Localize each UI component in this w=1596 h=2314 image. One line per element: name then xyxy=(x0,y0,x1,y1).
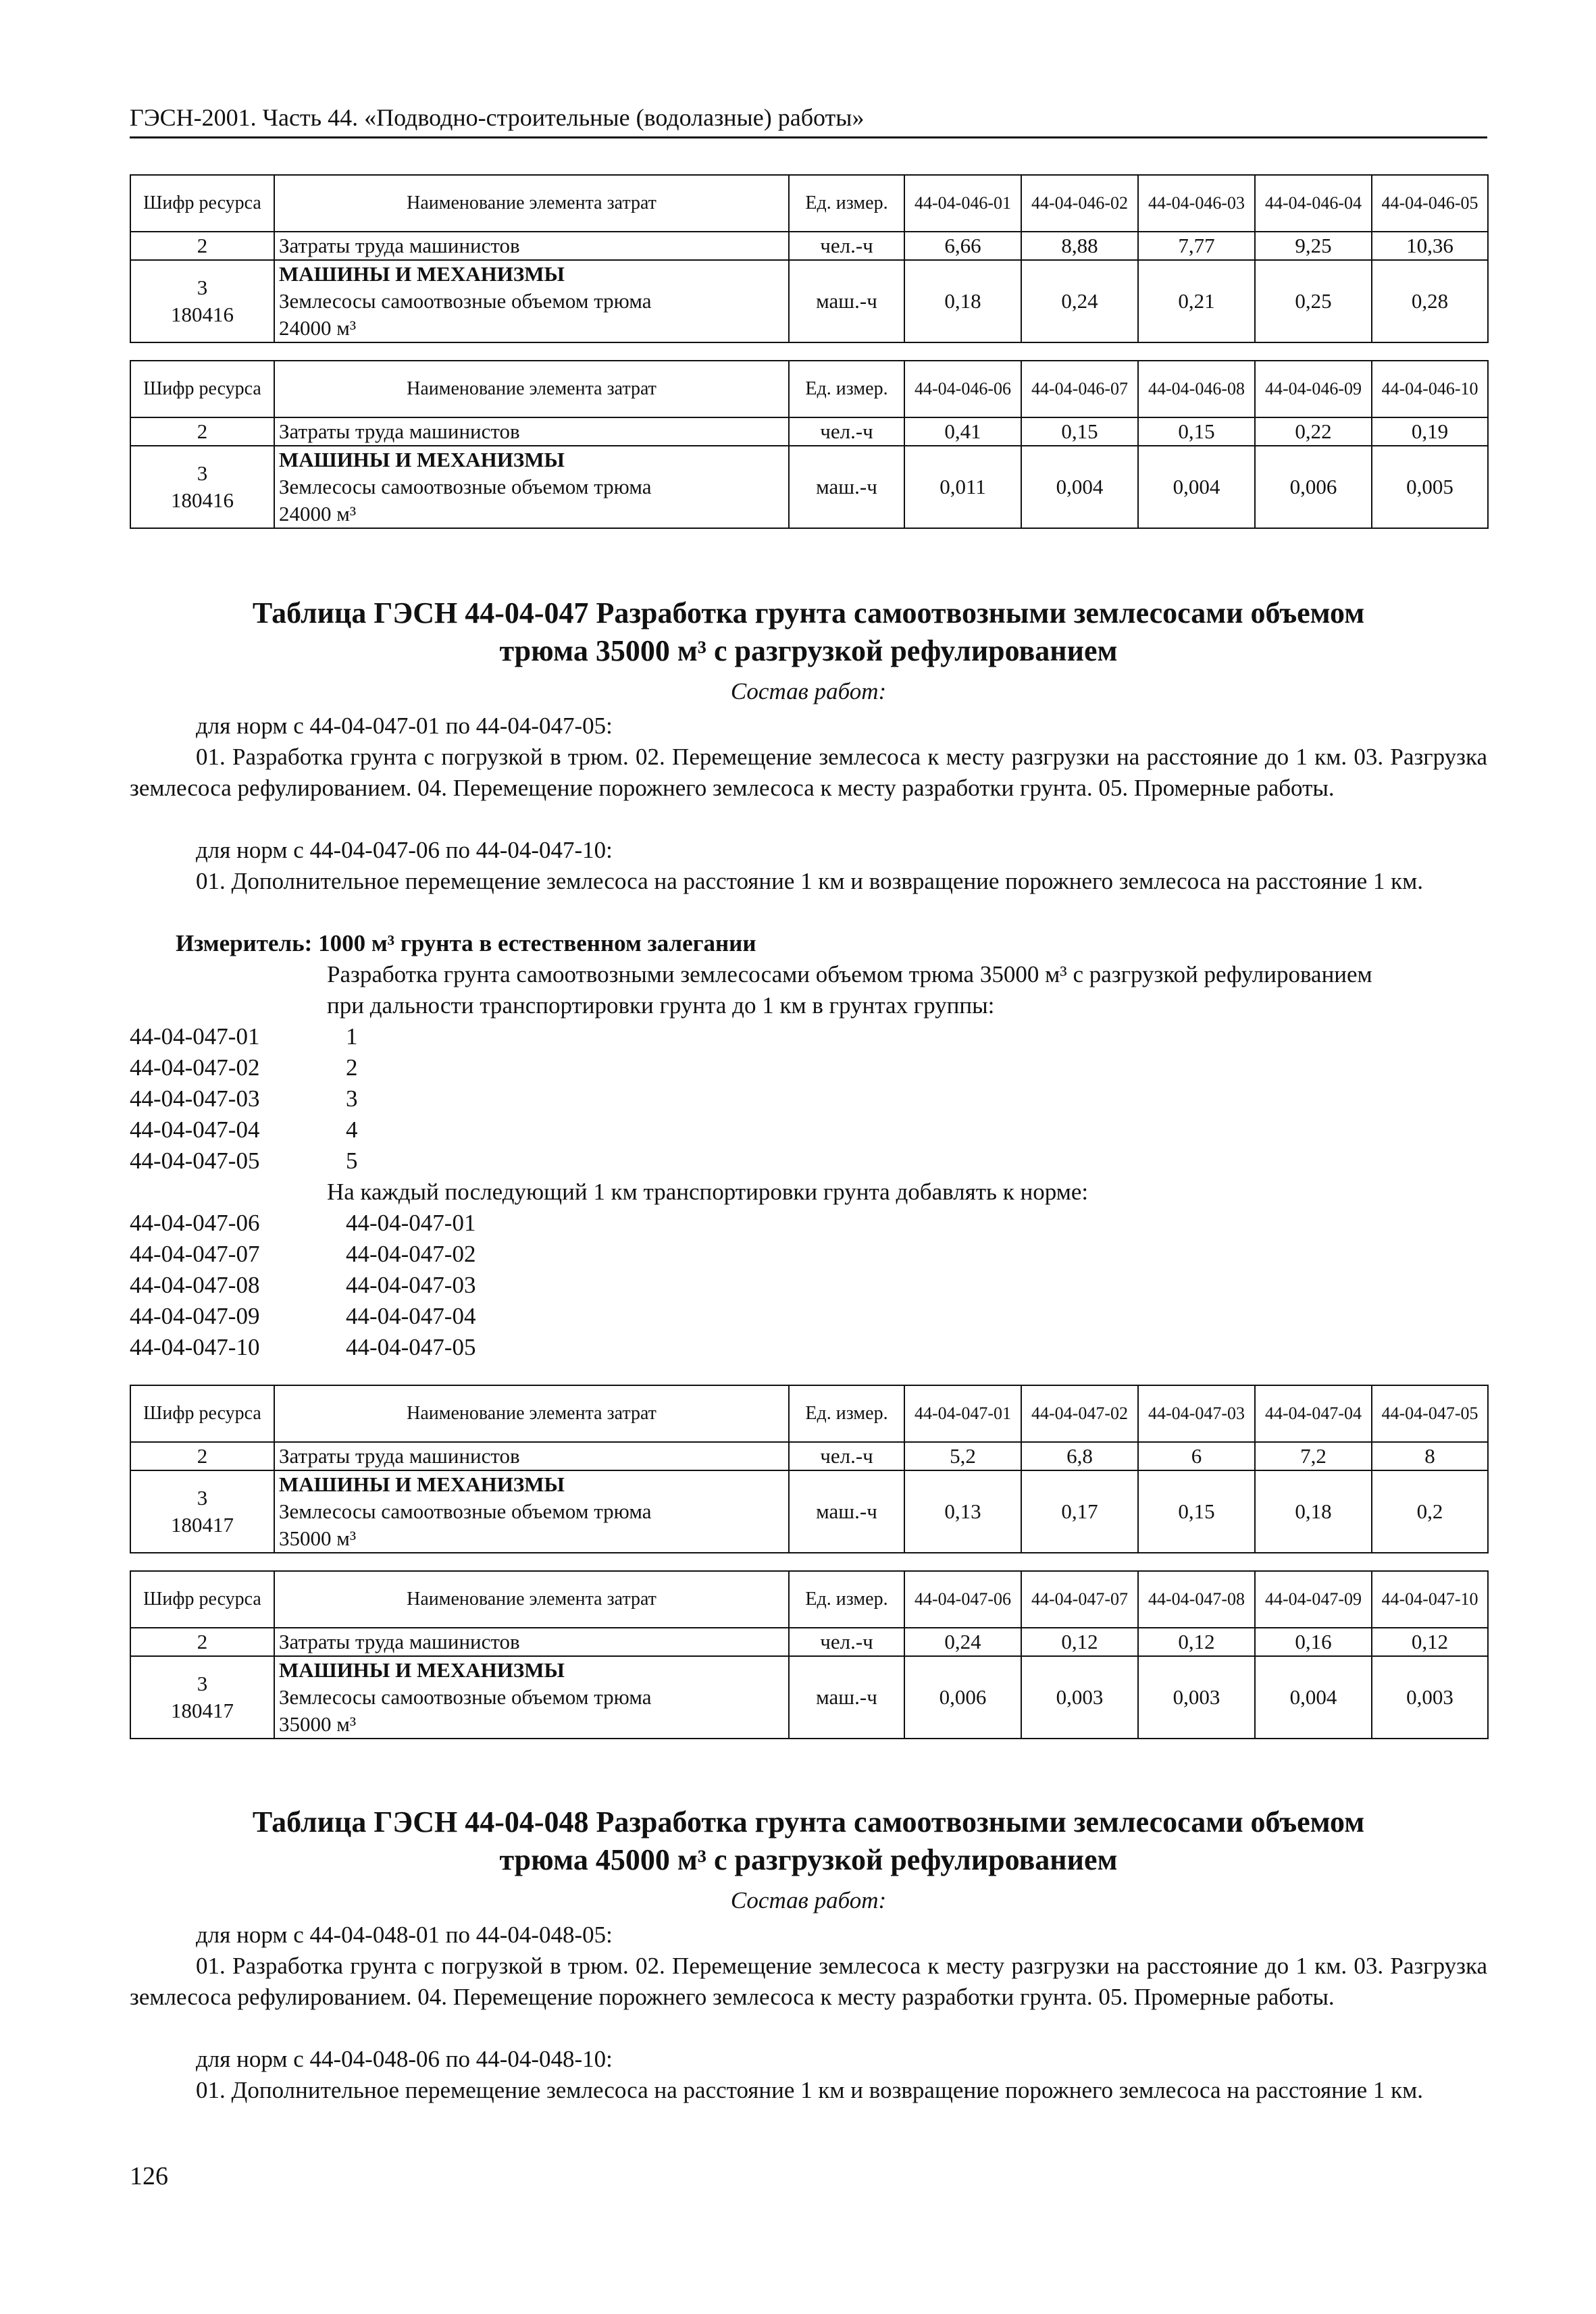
machine-name: Землесосы самоотвозные объемом трюма xyxy=(279,1499,652,1523)
norm-group-label-048-1: для норм с 44-04-048-01 по 44-04-048-05: xyxy=(196,1922,613,1948)
cell-value: 0,003 xyxy=(1021,1656,1138,1739)
machine-cipher: 180417 xyxy=(171,1513,234,1537)
table-header-row xyxy=(130,361,1488,417)
header-norm-code: 44-04-047-01 xyxy=(904,1385,1021,1442)
cell-value: 0,16 xyxy=(1255,1628,1372,1656)
header-norm-code: 44-04-046-02 xyxy=(1021,175,1138,232)
header-cipher: Шифр ресурса xyxy=(130,1385,274,1442)
cell-name: Затраты труда машинистов xyxy=(274,232,789,260)
norm-value: 44-04-047-05 xyxy=(346,1334,476,1360)
cell-value: 0,17 xyxy=(1021,1470,1138,1553)
cell-value: 0,12 xyxy=(1372,1628,1488,1656)
machine-cipher: 180416 xyxy=(171,303,234,326)
machine-cipher: 180416 xyxy=(171,488,234,512)
header-unit: Ед. измер. xyxy=(789,1385,904,1442)
norm-code: 44-04-047-04 xyxy=(130,1116,260,1143)
section-cipher: 3 xyxy=(197,276,208,299)
cell-value: 0,19 xyxy=(1372,417,1488,446)
header-unit: Ед. измер. xyxy=(789,175,904,232)
list-item xyxy=(130,1114,358,1146)
cell-unit: чел.-ч xyxy=(789,417,904,446)
cell-name xyxy=(274,1656,789,1739)
cell-name: Затраты труда машинистов xyxy=(274,1628,789,1656)
cell-value: 0,006 xyxy=(1255,446,1372,528)
list-item xyxy=(130,1083,358,1114)
cell-unit: чел.-ч xyxy=(789,1442,904,1470)
cell-value: 0,2 xyxy=(1372,1470,1488,1553)
cell-cipher xyxy=(130,446,274,528)
cell-unit: маш.-ч xyxy=(789,446,904,528)
cell-value: 0,22 xyxy=(1255,417,1372,446)
table-title-048-line1: Таблица ГЭСН 44-04-048 Разработка грунта самоотвозными землесосами объемом xyxy=(252,1805,1365,1839)
cell-value: 0,006 xyxy=(904,1656,1021,1739)
table-row-labor xyxy=(130,417,1488,446)
table-header-row xyxy=(130,1571,1488,1628)
cell-value: 7,2 xyxy=(1255,1442,1372,1470)
table-title-047-line2: трюма 35000 м³ с разгрузкой рефулированием xyxy=(499,634,1118,667)
cell-value: 0,011 xyxy=(904,446,1021,528)
norm-code: 44-04-047-10 xyxy=(130,1334,260,1360)
machine-volume: 24000 м³ xyxy=(279,502,357,525)
cell-name xyxy=(274,260,789,342)
list-item xyxy=(130,1239,475,1270)
table-header-row xyxy=(130,1385,1488,1442)
cell-cipher xyxy=(130,260,274,342)
section-cipher: 3 xyxy=(197,461,208,485)
norm-value: 44-04-047-03 xyxy=(346,1272,476,1298)
norm-value: 4 xyxy=(346,1116,358,1143)
section-title: МАШИНЫ И МЕХАНИЗМЫ xyxy=(279,1658,565,1682)
cell-cipher xyxy=(130,1656,274,1739)
cell-cipher: 2 xyxy=(130,232,274,260)
table-row-machines xyxy=(130,1656,1488,1739)
cell-value: 0,004 xyxy=(1021,446,1138,528)
cell-value: 0,18 xyxy=(904,260,1021,342)
norm-value: 5 xyxy=(346,1148,358,1174)
machine-cipher: 180417 xyxy=(171,1699,234,1722)
table-title-047 xyxy=(130,594,1487,670)
add-list-047 xyxy=(130,1208,475,1363)
cell-cipher xyxy=(130,1470,274,1553)
cell-value: 5,2 xyxy=(904,1442,1021,1470)
machine-name: Землесосы самоотвозные объемом трюма xyxy=(279,1685,652,1709)
norm-group-label-047-2: для норм с 44-04-047-06 по 44-04-047-10: xyxy=(196,837,613,863)
header-name: Наименование элемента затрат xyxy=(274,361,789,417)
header-norm-code: 44-04-047-05 xyxy=(1372,1385,1488,1442)
cell-value: 8,88 xyxy=(1021,232,1138,260)
header-norm-code: 44-04-047-06 xyxy=(904,1571,1021,1628)
composition-label-047: Состав работ: xyxy=(730,678,887,704)
cell-unit: маш.-ч xyxy=(789,1470,904,1553)
cell-name: Затраты труда машинистов xyxy=(274,417,789,446)
cell-name: Затраты труда машинистов xyxy=(274,1442,789,1470)
cell-unit: чел.-ч xyxy=(789,1628,904,1656)
machine-volume: 35000 м³ xyxy=(279,1526,357,1550)
header-name: Наименование элемента затрат xyxy=(274,175,789,232)
section-title: МАШИНЫ И МЕХАНИЗМЫ xyxy=(279,448,565,471)
cell-value: 0,003 xyxy=(1372,1656,1488,1739)
cell-value: 0,13 xyxy=(904,1470,1021,1553)
cell-unit: чел.-ч xyxy=(789,232,904,260)
section-title: МАШИНЫ И МЕХАНИЗМЫ xyxy=(279,1472,565,1496)
cell-value: 6,8 xyxy=(1021,1442,1138,1470)
norm-value: 44-04-047-02 xyxy=(346,1241,476,1267)
header-norm-code: 44-04-047-04 xyxy=(1255,1385,1372,1442)
header-norm-code: 44-04-047-09 xyxy=(1255,1571,1372,1628)
cell-unit: маш.-ч xyxy=(789,260,904,342)
cell-value: 0,28 xyxy=(1372,260,1488,342)
header-norm-code: 44-04-046-03 xyxy=(1138,175,1255,232)
list-item xyxy=(130,1332,475,1363)
section-cipher: 3 xyxy=(197,1486,208,1510)
norm-code: 44-04-047-07 xyxy=(130,1241,260,1267)
norm-code: 44-04-047-09 xyxy=(130,1303,260,1329)
cell-value: 8 xyxy=(1372,1442,1488,1470)
header-norm-code: 44-04-047-03 xyxy=(1138,1385,1255,1442)
cell-value: 0,24 xyxy=(904,1628,1021,1656)
table-row-machines xyxy=(130,260,1488,342)
table-row-labor xyxy=(130,1628,1488,1656)
norm-group-text-047-1: 01. Разработка грунта с погрузкой в трюм. 02. Перемещение землесоса к месту разгрузки на расстояние до 1 км. 03. Разгрузка землесоса рефулированием. 04. Перемещение порожнего землесоса к месту разработки грунта. 05. Промерные работы. xyxy=(130,744,1487,801)
cell-unit: маш.-ч xyxy=(789,1656,904,1739)
list-item xyxy=(130,1208,475,1239)
list-item xyxy=(130,1021,358,1052)
header-norm-code: 44-04-047-08 xyxy=(1138,1571,1255,1628)
cell-name xyxy=(274,1470,789,1553)
norm-group-label-048-2: для норм с 44-04-048-06 по 44-04-048-10: xyxy=(196,2046,613,2072)
header-norm-code: 44-04-046-01 xyxy=(904,175,1021,232)
machine-name: Землесосы самоотвозные объемом трюма xyxy=(279,289,652,313)
cell-value: 0,25 xyxy=(1255,260,1372,342)
cell-value: 0,003 xyxy=(1138,1656,1255,1739)
page-header: ГЭСН-2001. Часть 44. «Подводно-строительные (водолазные) работы» xyxy=(130,101,1487,138)
table-row-machines xyxy=(130,1470,1488,1553)
cell-value: 9,25 xyxy=(1255,232,1372,260)
table-row-labor xyxy=(130,232,1488,260)
list-item xyxy=(130,1301,475,1332)
cell-value: 0,15 xyxy=(1138,1470,1255,1553)
group-list-047 xyxy=(130,1021,358,1177)
cell-value: 0,15 xyxy=(1138,417,1255,446)
header-norm-code: 44-04-046-05 xyxy=(1372,175,1488,232)
table-row-machines xyxy=(130,446,1488,528)
list-item xyxy=(130,1270,475,1301)
header-norm-code: 44-04-046-09 xyxy=(1255,361,1372,417)
norm-group-text-048-1: 01. Разработка грунта с погрузкой в трюм. 02. Перемещение землесоса к месту разгрузки на расстояние до 1 км. 03. Разгрузка землесоса рефулированием. 04. Перемещение порожнего землесоса к месту разработки грунта. 05. Промерные работы. xyxy=(130,1953,1487,2010)
norm-code: 44-04-047-05 xyxy=(130,1148,260,1174)
header-norm-code: 44-04-046-10 xyxy=(1372,361,1488,417)
table-title-048 xyxy=(130,1803,1487,1879)
composition-label-048: Состав работ: xyxy=(730,1887,887,1913)
header-norm-code: 44-04-047-10 xyxy=(1372,1571,1488,1628)
norm-group-text-047-2: 01. Дополнительное перемещение землесоса на расстояние 1 км и возвращение порожнего землесоса на расстояние 1 км. xyxy=(196,868,1424,894)
page-number: 126 xyxy=(130,2162,168,2190)
norms-table-046-a xyxy=(130,174,1489,343)
norms-table-047-b xyxy=(130,1570,1489,1739)
norm-value: 2 xyxy=(346,1054,358,1081)
header-unit: Ед. измер. xyxy=(789,1571,904,1628)
header-norm-code: 44-04-046-07 xyxy=(1021,361,1138,417)
cell-value: 6,66 xyxy=(904,232,1021,260)
cell-value: 0,24 xyxy=(1021,260,1138,342)
cell-value: 0,12 xyxy=(1138,1628,1255,1656)
header-name: Наименование элемента затрат xyxy=(274,1571,789,1628)
cell-value: 0,21 xyxy=(1138,260,1255,342)
table-title-048-line2: трюма 45000 м³ с разгрузкой рефулированием xyxy=(499,1843,1118,1876)
cell-value: 0,12 xyxy=(1021,1628,1138,1656)
norm-value: 1 xyxy=(346,1023,358,1050)
norm-code: 44-04-047-02 xyxy=(130,1054,260,1081)
header-norm-code: 44-04-046-06 xyxy=(904,361,1021,417)
header-cipher: Шифр ресурса xyxy=(130,175,274,232)
cell-value: 0,004 xyxy=(1138,446,1255,528)
table-row-labor xyxy=(130,1442,1488,1470)
header-norm-code: 44-04-047-07 xyxy=(1021,1571,1138,1628)
meter-047: Измеритель: 1000 м³ грунта в естественном залегании xyxy=(176,930,756,956)
norms-table-047-a xyxy=(130,1385,1489,1553)
norm-group-text-048-2: 01. Дополнительное перемещение землесоса на расстояние 1 км и возвращение порожнего землесоса на расстояние 1 км. xyxy=(196,2077,1424,2103)
cell-name xyxy=(274,446,789,528)
cell-cipher: 2 xyxy=(130,1442,274,1470)
header-name: Наименование элемента затрат xyxy=(274,1385,789,1442)
cell-value: 0,41 xyxy=(904,417,1021,446)
norm-value: 44-04-047-01 xyxy=(346,1210,476,1236)
section-title: МАШИНЫ И МЕХАНИЗМЫ xyxy=(279,262,565,286)
cell-value: 7,77 xyxy=(1138,232,1255,260)
cell-value: 0,18 xyxy=(1255,1470,1372,1553)
cell-cipher: 2 xyxy=(130,417,274,446)
header-cipher: Шифр ресурса xyxy=(130,1571,274,1628)
header-norm-code: 44-04-046-08 xyxy=(1138,361,1255,417)
norm-code: 44-04-047-06 xyxy=(130,1210,260,1236)
header-norm-code: 44-04-046-04 xyxy=(1255,175,1372,232)
cell-value: 0,004 xyxy=(1255,1656,1372,1739)
table-title-047-line1: Таблица ГЭСН 44-04-047 Разработка грунта самоотвозными землесосами объемом xyxy=(252,596,1365,629)
header-norm-code: 44-04-047-02 xyxy=(1021,1385,1138,1442)
machine-name: Землесосы самоотвозные объемом трюма xyxy=(279,475,652,498)
norm-code: 44-04-047-03 xyxy=(130,1085,260,1112)
norms-table-046-b xyxy=(130,360,1489,529)
norm-group-label-047-1: для норм с 44-04-047-01 по 44-04-047-05: xyxy=(196,713,613,739)
cell-value: 0,15 xyxy=(1021,417,1138,446)
norm-value: 44-04-047-04 xyxy=(346,1303,476,1329)
cell-value: 6 xyxy=(1138,1442,1255,1470)
norm-code: 44-04-047-01 xyxy=(130,1023,260,1050)
cell-value: 10,36 xyxy=(1372,232,1488,260)
description-047: Разработка грунта самоотвозными землесосами объемом трюма 35000 м³ с разгрузкой рефулированием при дальности транспортировки грунта до 1 км в грунтах группы: xyxy=(327,961,1372,1019)
machine-volume: 35000 м³ xyxy=(279,1712,357,1736)
norm-value: 3 xyxy=(346,1085,358,1112)
cell-cipher: 2 xyxy=(130,1628,274,1656)
table-header-row xyxy=(130,175,1488,232)
header-cipher: Шифр ресурса xyxy=(130,361,274,417)
list-item xyxy=(130,1052,358,1083)
norm-code: 44-04-047-08 xyxy=(130,1272,260,1298)
machine-volume: 24000 м³ xyxy=(279,316,357,340)
section-cipher: 3 xyxy=(197,1672,208,1695)
add-note-047: На каждый последующий 1 км транспортировки грунта добавлять к норме: xyxy=(327,1179,1089,1205)
header-unit: Ед. измер. xyxy=(789,361,904,417)
list-item xyxy=(130,1146,358,1177)
cell-value: 0,005 xyxy=(1372,446,1488,528)
